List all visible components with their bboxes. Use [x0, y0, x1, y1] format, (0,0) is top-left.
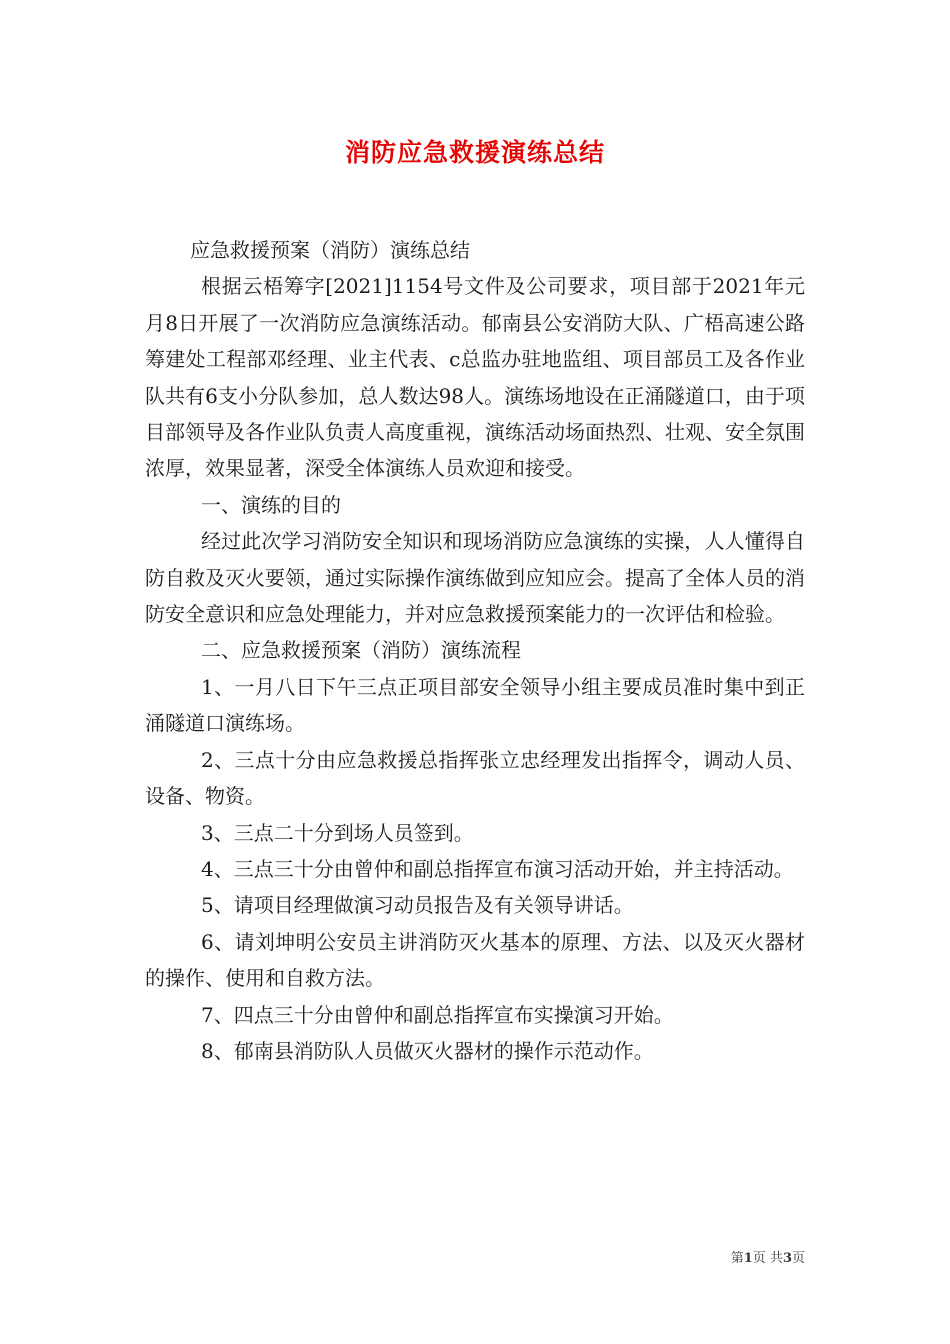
process-step-1: 1、一月八日下午三点正项目部安全领导小组主要成员准时集中到正涌隧道口演练场。 — [145, 674, 805, 736]
process-step-5: 5、请项目经理做演习动员报告及有关领导讲话。 — [201, 893, 634, 918]
document-subtitle: 应急救援预案（消防）演练总结 — [190, 238, 470, 262]
process-step-6: 6、请刘坤明公安员主讲消防灭火基本的原理、方法、以及灭火器材的操作、使用和自救方法。 — [145, 929, 805, 991]
process-step-4: 4、三点三十分由曾仲和副总指挥宣布演习活动开始，并主持活动。 — [201, 856, 794, 881]
process-step-8: 8、郁南县消防队人员做灭火器材的操作示范动作。 — [201, 1038, 654, 1063]
document-title: 消防应急救援演练总结 — [344, 138, 605, 167]
section-heading-process: 二、应急救援预案（消防）演练流程 — [201, 638, 521, 663]
process-step-7: 7、四点三十分由曾仲和副总指挥宣布实操演习开始。 — [201, 1002, 674, 1027]
purpose-paragraph: 经过此次学习消防安全知识和现场消防应急演练的实操，人人懂得自防自救及灭火要领，通过实际操作演练做到应知应会。提高了全体人员的消防安全意识和应急处理能力，并对应急救援预案能力的一次评估和检验。 — [145, 529, 805, 627]
intro-paragraph: 根据云梧筹字[2021]1154号文件及公司要求，项目部于2021年元月8日开展了一次消防应急演练活动。郁南县公安消防大队、广梧高速公路筹建处工程部邓经理、业主代表、c总监办驻地监组、项目部员工及各作业队共有6支小分队参加，总人数达98人。演练场地设在正涌隧道口，由于项目部领导及各作业队负责人高度重视，演练活动场面热烈、壮观、安全氛围浓厚，效果显著，深受全体演练人员欢迎和接受。 — [145, 274, 805, 481]
document-body — [145, 232, 805, 1069]
section-heading-purpose: 一、演练的目的 — [201, 492, 341, 517]
process-step-2: 2、三点十分由应急救援总指挥张立忠经理发出指挥令，调动人员、设备、物资。 — [145, 747, 805, 809]
footer-prefix: 第 — [730, 1251, 744, 1266]
footer-page-number: 1 — [743, 1251, 753, 1266]
footer-middle: 页 共 — [752, 1251, 783, 1266]
process-step-3: 3、三点二十分到场人员签到。 — [201, 820, 474, 845]
footer-suffix: 页 — [791, 1251, 805, 1266]
footer-total-pages: 3 — [782, 1251, 792, 1266]
page-footer — [0, 1247, 805, 1266]
